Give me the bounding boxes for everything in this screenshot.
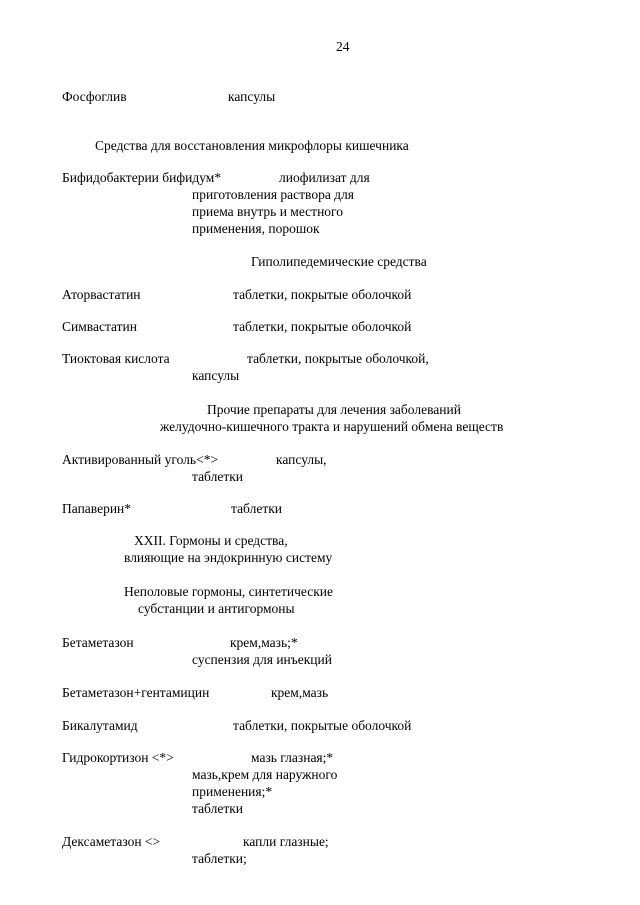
drug-name: Фосфоглив bbox=[62, 89, 127, 104]
section-heading-line: желудочно-кишечного тракта и нарушений обмена веществ bbox=[160, 419, 504, 434]
drug-form-continuation: таблетки bbox=[192, 469, 244, 484]
section-heading-line: Прочие препараты для лечения заболеваний bbox=[207, 402, 461, 417]
drug-form: крем,мазь bbox=[271, 685, 329, 700]
drug-name: Аторвастатин bbox=[62, 287, 141, 302]
drug-form-continuation: приготовления раствора для приема внутрь и местного применения, порошок bbox=[192, 187, 354, 236]
drug-name: Дексаметазон <> bbox=[62, 834, 161, 849]
drug-form-continuation: таблетки; bbox=[192, 851, 247, 866]
drug-name: Гидрокортизон <*> bbox=[62, 750, 174, 765]
drug-form: капли глазные; bbox=[243, 834, 329, 849]
page-number: 24 bbox=[336, 39, 350, 54]
drug-name: Бикалутамид bbox=[62, 718, 138, 733]
drug-form-continuation: суспензия для инъекций bbox=[192, 652, 332, 667]
drug-form: таблетки, покрытые оболочкой bbox=[233, 287, 412, 302]
drug-form-continuation: мазь,крем для наружного применения;* таблетки bbox=[192, 767, 338, 816]
drug-name: Симвастатин bbox=[62, 319, 138, 334]
drug-name: Бетаметазон bbox=[62, 635, 134, 650]
chapter-heading-line: влияющие на эндокринную систему bbox=[124, 550, 333, 565]
drug-form: капсулы, bbox=[276, 452, 327, 467]
drug-form: лиофилизат для bbox=[279, 170, 370, 185]
section-heading-line: субстанции и антигормоны bbox=[138, 601, 295, 616]
drug-form-continuation: капсулы bbox=[192, 368, 240, 383]
drug-form: таблетки, покрытые оболочкой bbox=[233, 319, 412, 334]
drug-form: таблетки, покрытые оболочкой, bbox=[247, 351, 429, 366]
drug-form: крем,мазь;* bbox=[230, 635, 298, 650]
drug-name: Бетаметазон+гентамицин bbox=[62, 685, 210, 700]
drug-form: таблетки bbox=[231, 501, 283, 516]
section-heading: Гиполипедемические средства bbox=[251, 254, 427, 269]
section-heading: Средства для восстановления микрофлоры кишечника bbox=[95, 138, 409, 153]
drug-name: Активированный уголь<*> bbox=[62, 452, 219, 467]
drug-name: Бифидобактерии бифидум* bbox=[62, 170, 222, 185]
section-heading-line: Неполовые гормоны, синтетические bbox=[124, 584, 334, 599]
drug-name: Тиоктовая кислота bbox=[62, 351, 170, 366]
chapter-heading-line: XXII. Гормоны и средства, bbox=[134, 533, 288, 548]
drug-name: Папаверин* bbox=[62, 501, 132, 516]
drug-form: мазь глазная;* bbox=[251, 750, 334, 765]
drug-form: капсулы bbox=[228, 89, 276, 104]
drug-form: таблетки, покрытые оболочкой bbox=[233, 718, 412, 733]
